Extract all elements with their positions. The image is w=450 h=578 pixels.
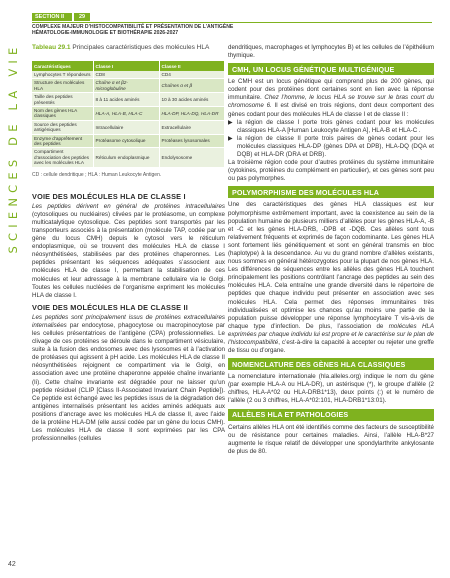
paragraph-text: par endocytose, phagocytose ou macropinocytose par les cellules présentatrices de l’antigène (CPA) professionnelles. Le clivage de ces protéines se déroule dans le compartiment vésiculaire, suite à la fusion des endosomes avec des lysosomes et à l’activation de protéases qui agissent à pH acide. Les molécules HLA de classe II néosynthétisées rejoignent ce compartiment via le Golgi, en association avec une protéine chaperonne appelée chaîne invariante (Ii). Cette chaîne invariante est dégradée pour ne laisser qu’un peptide résiduel (CLIP [Class II-Associated Invariant Chain Peptide]). Ce peptide est échangé avec les peptides issus de la dégradation des antigènes internalisés présentant les acides aminés adéquats aux positions d’ancrage avec les molécules HLA de classe II, avec l’aide de la protéine HLA-DM (elle aussi codée par un gène du locus CMH). Les molécules HLA de classe II sont exprimées par les CPA professionnelles (cellules — [32, 321, 225, 443]
table-cell: HLA-A, HLA-B, HLA-C — [93, 107, 159, 121]
paragraph: La nomenclature internationale (hla.alleles.org) indique le nom du gène (par exemple HLA-A ou HLA-DR), un astérisque (*), le groupe d’allèle (2 chiffres, HLA-A*02 ou HLA-DRB1*13), deux points (:) et le numéro de l’allèle (2 ou 3 chiffres, HLA-A*02:101, HLA-DRB1*13:01). — [228, 373, 434, 405]
table-cell: Compartiment d’association des peptides avec les molécules HLA — [32, 148, 93, 167]
table-cell: Structure des molécules HLA — [32, 79, 93, 93]
table-row — [32, 71, 225, 79]
table-cell: Source des peptides antigéniques — [32, 120, 93, 134]
table-header-cell: Classe II — [159, 61, 225, 71]
paragraph-emphasis: molécules HLA exprimées par chaque individu lui est propre et le caractérise sur le plan de l’histocompatibilité — [228, 322, 434, 346]
table-row — [32, 107, 225, 121]
table-cell: Extracellulaire — [159, 120, 225, 134]
heading-class-ii-pathway: VOIE DES MOLÉCULES HLA DE CLASSE II — [32, 302, 188, 312]
table-row — [32, 120, 225, 134]
triangle-bullet-icon: ▶ — [228, 119, 233, 126]
chapter-title: COMPLEXE MAJEUR D’HISTOCOMPATIBILITÉ ET PRÉSENTATION DE L’ANTIGÈNE — [32, 24, 234, 30]
list-item-text: la région de classe I porte trois gènes codant pour les molécules classiques HLA-A [Human Leukocyte Antigen A], HLA-B et HLA-C . — [237, 118, 434, 134]
paragraph — [228, 201, 434, 355]
table-header-cell: Classe I — [93, 61, 159, 71]
table-cell: Réticulum endoplasmique — [93, 148, 159, 167]
triangle-bullet-icon: ▶ — [228, 135, 233, 142]
right-column — [228, 44, 434, 459]
book-title: HÉMATOLOGIE-IMMUNOLOGIE ET BIOTHÉRAPIE 2026-2027 — [32, 30, 179, 36]
list-item-text: la région de classe II porte trois paires de gènes codant pour les molécules classiques HLA-DP (gènes DPA et DPB), HLA-DQ (DQA et DQB) et HLA-DR (DRA et DRB). — [237, 134, 434, 159]
table-header-row — [32, 61, 225, 71]
table-caption — [32, 44, 225, 61]
table-header-cell: Caractéristiques — [32, 61, 93, 71]
paragraph-text: Il est divisé en trois régions, dont deux comportent des gènes codant pour des molécules HLA de classe I et de classe II : — [228, 102, 434, 118]
paragraph-emphasis: Les peptides dérivent en général de protéines intracellulaires — [32, 202, 225, 210]
paragraph — [32, 203, 225, 300]
paragraph: Certains allèles HLA ont été identifiés comme des facteurs de susceptibilité ou de résistance pour certaines maladies. Ainsi, l’allèle HLA-B*27 augmente le risque relatif de développer une spondylarthrite ankylosante de plus de 80. — [228, 423, 434, 455]
header-rule — [32, 22, 432, 23]
paragraph: La troisième région code pour d’autres protéines du système immunitaire (cytokines, protéines du complément en particulier), et ces gènes sont peu ou pas polymorphes. — [228, 159, 434, 183]
heading-cmh-locus: CMH, UN LOCUS GÉNÉTIQUE MULTIGÉNIQUE — [228, 63, 434, 75]
table-cell: Endolysosome — [159, 148, 225, 167]
table-caption-number: Tableau 29.1 — [32, 44, 71, 51]
table-cell: Lymphocytes T répondeurs — [32, 71, 93, 79]
paragraph — [32, 314, 225, 444]
heading-hla-nomenclature: NOMENCLATURE DES GÈNES HLA CLASSIQUES — [228, 358, 434, 370]
section-number: 29 — [74, 13, 90, 21]
paragraph-emphasis: Les peptides sont principalement issus de protéines extracellulaires internalisées — [32, 313, 225, 329]
table-row — [32, 148, 225, 167]
heading-class-i-pathway: VOIE DES MOLÉCULES HLA DE CLASSE I — [32, 191, 186, 201]
table-cell: 10 à 30 acides aminés — [159, 93, 225, 107]
paragraph-text: (cytosoliques ou nucléaires) clivées par le protéasome, un complexe multicatalytique cytosolique. Ces peptides sont transportés par les transporteurs associés à la présentation (molécule TAP, codée par un gène du locus CMH) depuis le cytosol vers le réticulum endoplasmique, où se trouvent des molécules HLA de classe I néosynthétisées, stabilisées par des protéines chaperonnes. Les peptides présentant les séquences adéquates s’associent aux molécules HLA de classe I, permettant la stabilisation de ces molécules et leur adressage à la membrane cellulaire via le Golgi. Toutes les cellules nucléées de l’organisme expriment les molécules HLA de classe I. — [32, 210, 225, 299]
table-cell: 8 à 11 acides aminés — [93, 93, 159, 107]
paragraph-text: Une des caractéristiques des gènes HLA classiques est leur polymorphisme extrêmement important, avec la coexistence au sein de la population humaine de plusieurs milliers d’allèles pour les gènes HLA-A, -B et -C et les gènes HLA-DRB, -DPB et -DQB. Ces allèles sont tous relativement fréquents et exprimés de façon codominante. Les gènes HLA sont fortement liés génétiquement et sont en général transmis en bloc (haplotype) à la descendance. Au vu du grand nombre d’allèles existants, nous sommes en général hétérozygotes pour la plupart de nos gènes HLA. Les différences de séquences entre les allèles des gènes HLA touchent principalement les positions contrôlant l’ancrage des peptides au sein des molécules HLA. Cela entraîne une grande diversité dans le répertoire de peptides que chaque individu peut présenter en association avec ses molécules HLA. Cela permet des réponses immunitaires très individualisées et optimise les chances qu’au moins une partie de la population puisse développer une réponse lymphocytaire T vis-à-vis de chaque type d’infection. De plus, l’association de — [228, 201, 435, 330]
table-cell: Chaîne α et β2-microglobuline — [93, 79, 159, 93]
paragraph-text: , c’est-à-dire la capacité à accepter ou rejeter une greffe de tissu ou d’organe. — [228, 339, 434, 355]
table-caption-text: Principales caractéristiques des molécules HLA — [70, 44, 210, 51]
table-cell: Nom des gènes HLA classiques — [32, 107, 93, 121]
table-cell: Protéasome cytosolique — [93, 134, 159, 148]
side-banner — [6, 42, 20, 254]
table-row — [32, 93, 225, 107]
table-cell: HLA-DP, HLA-DQ, HLA-DR — [159, 107, 225, 121]
side-banner-text: SCIENCES DE LA VIE — [6, 42, 20, 254]
page-number: 42 — [8, 561, 16, 568]
table-cell: Protéases lysosomales — [159, 134, 225, 148]
section-label: SECTION II — [32, 13, 72, 21]
list-item — [228, 119, 434, 135]
table-note: CD : cellule dendritique ; HLA : Human Leukocyte Antigen. — [32, 171, 162, 178]
table-row — [32, 79, 225, 93]
paragraph-emphasis: Chez l’homme, le locus HLA se trouve sur le bras court du chromosome 6. — [228, 94, 434, 110]
left-column — [32, 44, 225, 446]
table-cell: Enzyme d’apprêtement des peptides — [32, 134, 93, 148]
table-cell: CD4 — [159, 71, 225, 79]
page-header — [32, 13, 432, 43]
paragraph: dendritiques, macrophages et lymphocytes B) et les cellules de l’épithélium thymique. — [228, 44, 434, 60]
table-row — [32, 134, 225, 148]
heading-hla-polymorphism: POLYMORPHISME DES MOLÉCULES HLA — [228, 186, 434, 198]
table-cell: CD8 — [93, 71, 159, 79]
paragraph — [228, 78, 434, 118]
heading-hla-alleles-pathologies: ALLÈLES HLA ET PATHOLOGIES — [228, 409, 434, 421]
table-cell: Taille des peptides présentés — [32, 93, 93, 107]
paragraph-text: Le CMH est un locus génétique qui comprend plus de 200 gènes, qui codent pour des protéines dont certaines sont en lien avec la réponse immunitaire. — [228, 78, 434, 102]
hla-table — [32, 61, 225, 168]
table-cell: Intracellulaire — [93, 120, 159, 134]
table-cell: Chaînes α et β — [159, 79, 225, 93]
list-item — [228, 135, 434, 159]
